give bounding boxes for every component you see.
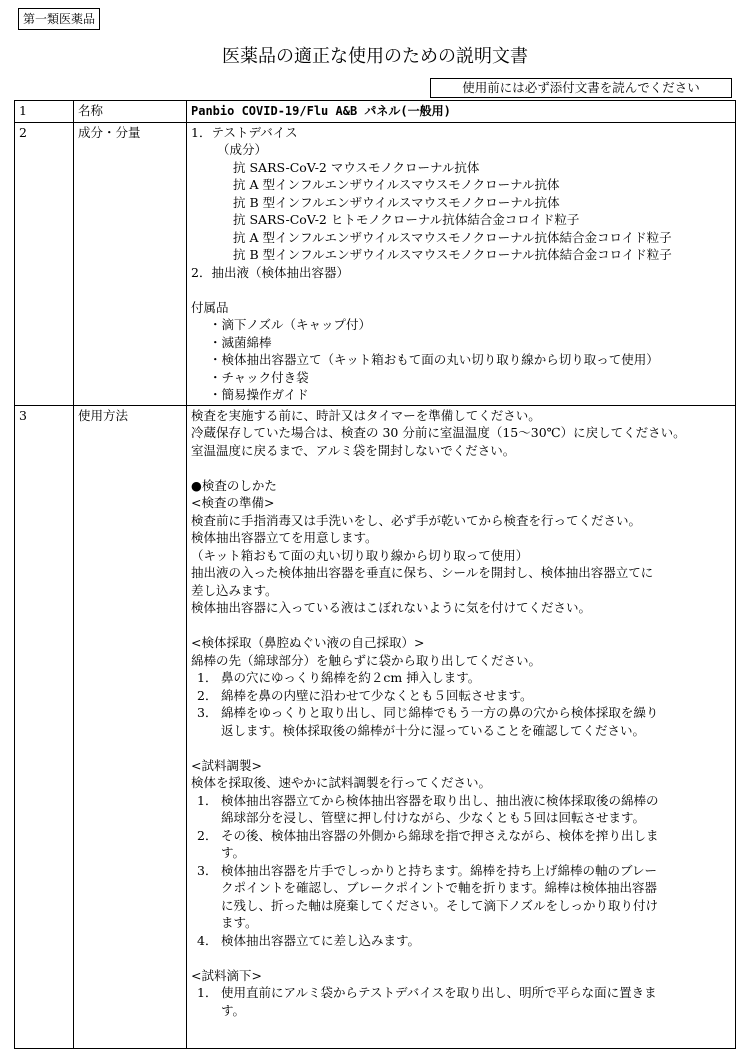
accessory-item: ・滅菌綿棒 [209, 334, 272, 350]
sample-prep-step [191, 862, 731, 932]
sampling-intro: 綿棒の先（綿球部分）を触らずに袋から取り出してください。 [191, 652, 542, 668]
drop-step [191, 984, 731, 1019]
row-label: 使用方法 [74, 405, 187, 1048]
document-title: 医薬品の適正な使用のための説明文書 [222, 46, 528, 67]
component-item: 抗 SARS-CoV-2 ヒトモノクローナル抗体結合金コロイド粒子 [233, 212, 580, 227]
sampling-step [191, 669, 731, 687]
step-text: 返します。検体採取後の綿棒が十分に湿っていることを確認してください。 [221, 722, 646, 738]
product-name-text: Panbio COVID-19/Flu A&B パネル(一般用) [191, 104, 451, 118]
step-text: 綿棒をゆっくりと取り出し、同じ綿棒でもう一方の鼻の穴から検体採取を繰り [221, 705, 659, 720]
component-item: 抗 A 型インフルエンザウイルスマウスモノクローナル抗体 [233, 177, 560, 192]
step-number: 1． [197, 985, 218, 1000]
product-name [187, 101, 736, 123]
step-text: に残し、折った軸は廃棄してください。そして滴下ノズルをしっかり取り付け [221, 897, 659, 913]
sample-prep-step [191, 792, 731, 827]
drop-heading: <試料滴下> [191, 967, 262, 983]
step-text: 検体抽出容器を片手でしっかりと持ちます。綿棒を持ち上げ綿棒の軸のブレー [221, 862, 658, 878]
step-text: 鼻の穴にゆっくり綿棒を約２cm 挿入します。 [221, 670, 481, 685]
step-text: す。 [221, 845, 246, 860]
intro-line: 室温温度に戻るまで、アルミ袋を開封しないでください。 [191, 442, 516, 458]
component-item: 抗 B 型インフルエンザウイルスマウスモノクローナル抗体 [233, 194, 560, 210]
row-number: 2 [15, 122, 74, 405]
ingredients-content [187, 122, 736, 405]
prep-heading: <検査の準備> [191, 495, 275, 510]
prep-line: 検体抽出容器に入っている液はこぼれないように気を付けてください。 [191, 600, 592, 615]
row-usage [15, 405, 736, 1048]
prep-line: 抽出液の入った検体抽出容器を垂直に保ち、シールを開封し、検体抽出容器立てに [191, 565, 654, 580]
step-number: 2． [197, 687, 218, 703]
step-text: す。 [221, 1002, 246, 1018]
step-number: 3． [197, 705, 218, 720]
component-item: 抗 B 型インフルエンザウイルスマウスモノクローナル抗体結合金コロイド粒子 [233, 247, 672, 262]
row-number: 3 [15, 405, 74, 1048]
row-name [15, 101, 736, 123]
step-number: 1． [197, 792, 218, 808]
extraction-heading: 2．抽出液（検体抽出容器） [191, 264, 349, 280]
notice-box: 使用前には必ず添付文書を読んでください [430, 78, 732, 98]
accessories-label: 付属品 [191, 299, 229, 315]
sampling-heading: <検体採取（鼻腔ぬぐい液の自己採取）> [191, 635, 425, 650]
step-text: 綿棒を鼻の内壁に沿わせて少なくとも５回転させます。 [221, 687, 533, 703]
how-to-heading: ●検査のしかた [191, 477, 277, 493]
step-number: 4． [197, 932, 218, 948]
row-number: 1 [15, 101, 74, 123]
step-number: 1． [197, 670, 218, 685]
prep-line: 差し込みます。 [191, 582, 278, 598]
component-item: 抗 SARS-CoV-2 マウスモノクローナル抗体 [233, 159, 480, 175]
sample-prep-step [191, 827, 731, 862]
sample-prep-step [191, 932, 731, 950]
accessory-item: ・簡易操作ガイド [209, 387, 309, 402]
step-number: 2． [197, 827, 218, 843]
step-text: 綿球部分を浸し、管壁に押し付けながら、少なくとも５回は回転させます。 [221, 810, 646, 825]
usage-content [187, 405, 736, 1048]
step-number: 3． [197, 862, 218, 878]
row-label: 名称 [74, 101, 187, 123]
drug-class-badge: 第一類医薬品 [18, 8, 100, 30]
step-text: クポイントを確認し、ブレークポイントで軸を折ります。綿棒は検体抽出容器 [221, 880, 658, 895]
intro-line: 検査を実施する前に、時計又はタイマーを準備してください。 [191, 407, 541, 423]
step-text: その後、検体抽出容器の外側から綿球を指で押さえながら、検体を搾り出しま [221, 827, 659, 843]
prep-line: （キット箱おもて面の丸い切り取り線から切り取って使用） [191, 547, 529, 563]
step-text: 検体抽出容器立てから検体抽出容器を取り出し、抽出液に検体採取後の綿棒の [221, 792, 659, 808]
row-ingredients [15, 122, 736, 405]
sampling-step [191, 704, 731, 739]
prep-line: 検体抽出容器立てを用意します。 [191, 530, 378, 545]
accessory-item: ・滴下ノズル（キャップ付） [209, 317, 372, 332]
step-text: 使用直前にアルミ袋からテストデバイスを取り出し、明所で平らな面に置きま [221, 985, 657, 1000]
step-text: ます。 [221, 915, 258, 930]
sample-prep-heading: <試料調製> [191, 757, 262, 773]
accessory-item: ・検体抽出容器立て（キット箱おもて面の丸い切り取り線から切り取って使用） [209, 352, 659, 367]
step-text: 検体抽出容器立てに差し込みます。 [221, 932, 421, 948]
accessory-item: ・チャック付き袋 [209, 369, 309, 385]
info-table [14, 100, 736, 1049]
intro-line: 冷蔵保存していた場合は、検査の 30 分前に室温温度（15〜30℃）に戻してください。 [191, 425, 686, 440]
test-device-heading: 1．テストデバイス [191, 124, 298, 140]
sample-prep-intro: 検体を採取後、速やかに試料調製を行ってください。 [191, 775, 492, 790]
component-item: 抗 A 型インフルエンザウイルスマウスモノクローナル抗体結合金コロイド粒子 [233, 229, 672, 245]
components-label: （成分） [217, 142, 268, 157]
sampling-step [191, 687, 731, 705]
row-label: 成分・分量 [74, 122, 187, 405]
prep-line: 検査前に手指消毒又は手洗いをし、必ず手が乾いてから検査を行ってください。 [191, 512, 642, 528]
